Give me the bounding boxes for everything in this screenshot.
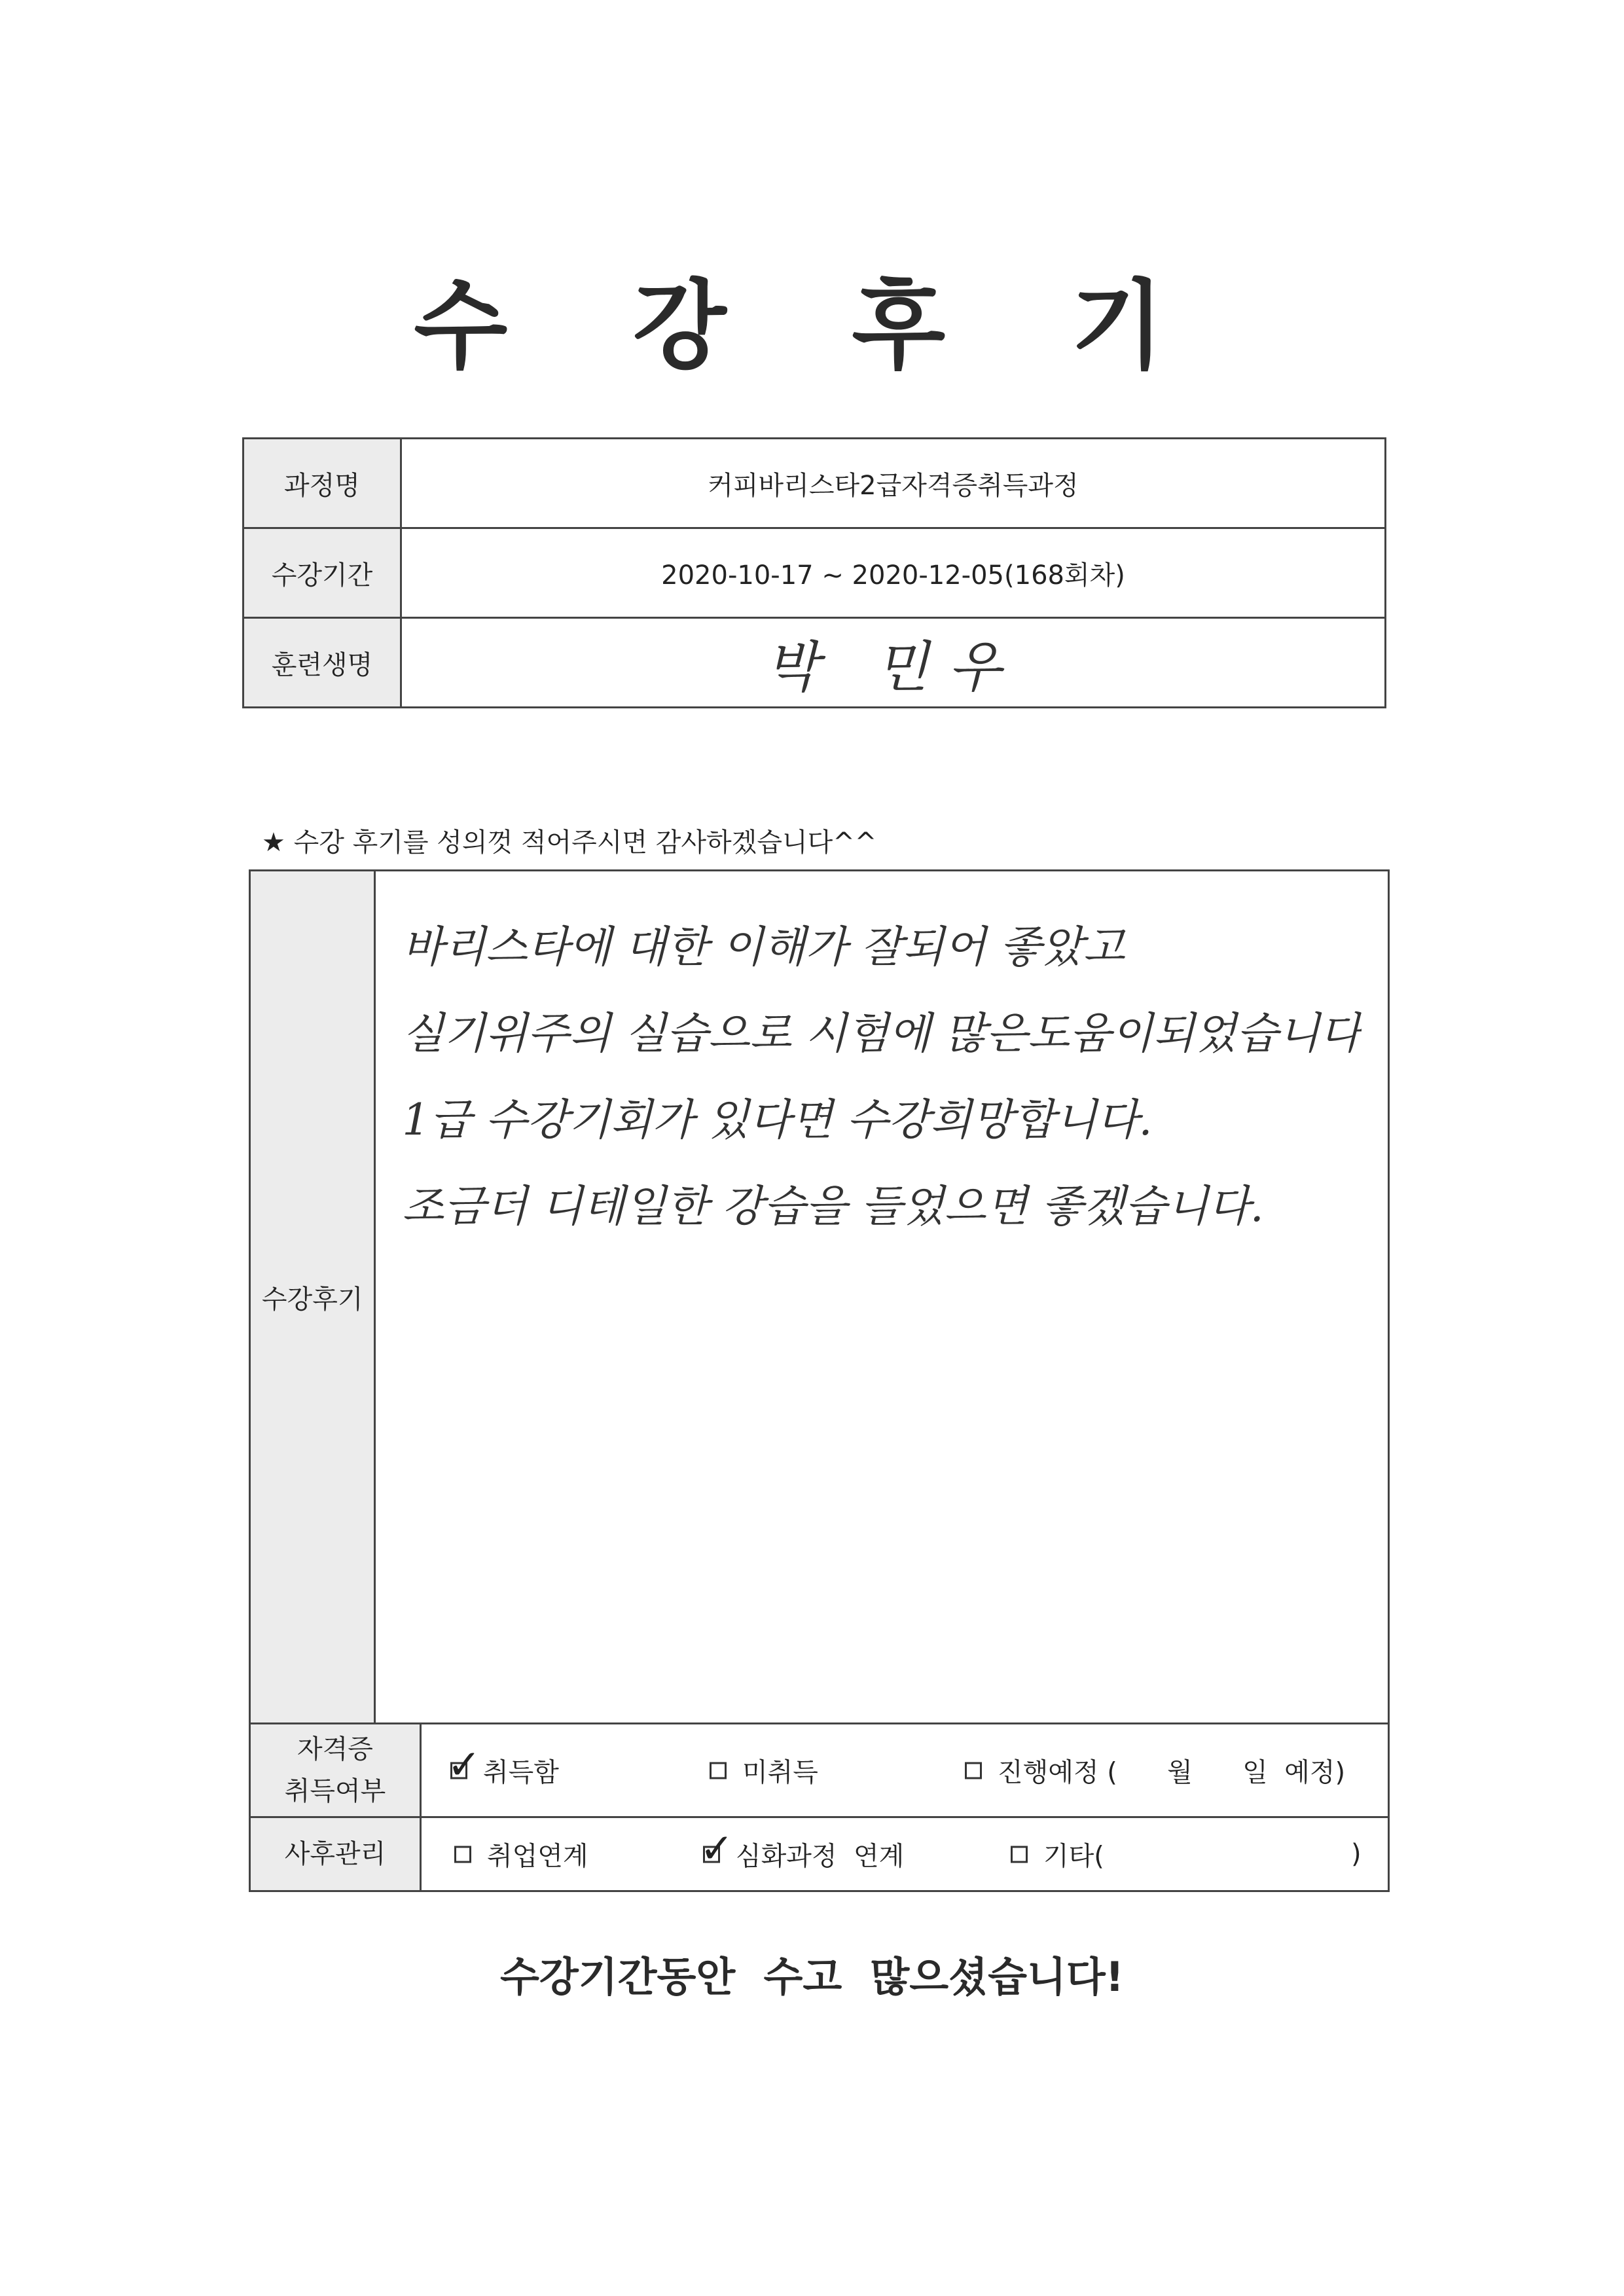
cert-row	[251, 1724, 1388, 1818]
closing-message: 수강기간동안 수고 많으셨습니다!	[499, 1953, 1125, 2001]
review-row	[251, 871, 1388, 1724]
checkbox[interactable]	[700, 1824, 734, 1872]
course-label: 과정명	[244, 439, 402, 527]
cert-label-line1: 자격증	[297, 1734, 373, 1764]
aftercare-option-advanced-label: 심화과정 연계	[736, 1841, 905, 1872]
aftercare-row	[251, 1818, 1388, 1890]
cert-option-not-obtained-label: 미취득	[742, 1757, 818, 1788]
course-row	[244, 439, 1384, 529]
checkbox[interactable]	[454, 1846, 471, 1863]
checkbox[interactable]	[710, 1762, 727, 1779]
aftercare-option-employment[interactable]	[454, 1836, 588, 1873]
aftercare-option-other[interactable]	[1011, 1836, 1104, 1873]
aftercare-other-close-paren: )	[1351, 1839, 1362, 1869]
aftercare-option-advanced[interactable]	[700, 1824, 905, 1873]
course-value: 커피바리스타2급자격증취득과정	[708, 470, 1079, 501]
page-title: 수 강 후 기	[414, 270, 1210, 382]
cert-option-scheduled[interactable]	[965, 1752, 1345, 1789]
checkbox[interactable]	[447, 1740, 481, 1788]
checkmark-icon: ✓	[700, 1824, 734, 1872]
checkbox[interactable]	[1011, 1846, 1028, 1863]
aftercare-option-other-close	[1351, 1839, 1362, 1869]
cert-option-obtained-label: 취득함	[483, 1757, 559, 1788]
trainee-label: 훈련생명	[244, 619, 402, 706]
review-line: 실기위주의 실습으로 시험에 많은도움이되었습니다	[402, 1008, 1362, 1059]
review-label: 수강후기	[251, 871, 376, 1722]
period-value: 2020-10-17 ~ 2020-12-05(168회차)	[661, 560, 1125, 591]
period-row	[244, 529, 1384, 619]
trainee-row	[244, 619, 1384, 706]
cert-option-scheduled-label: 진행예정 ( 월 일 예정)	[998, 1757, 1346, 1788]
aftercare-label: 사후관리	[251, 1818, 422, 1890]
review-line: 바리스타에 대한 이해가 잘되어 좋았고	[402, 922, 1125, 972]
cert-option-obtained[interactable]	[447, 1740, 559, 1789]
checkbox[interactable]	[965, 1762, 982, 1779]
checkmark-icon: ✓	[447, 1740, 481, 1788]
period-label: 수강기간	[244, 529, 402, 617]
course-info-table	[242, 437, 1386, 708]
instruction-note: ★ 수강 후기를 성의껏 적어주시면 감사하겠습니다^^	[262, 828, 877, 858]
cert-option-not-obtained[interactable]	[710, 1752, 818, 1789]
cert-label	[251, 1724, 422, 1816]
aftercare-option-other-label: 기타(	[1043, 1841, 1104, 1872]
aftercare-option-employment-label: 취업연계	[487, 1841, 588, 1872]
trainee-name-handwritten: 박 민우	[765, 634, 1021, 699]
review-line: 조금더 디테일한 강습을 들었으면 좋겠습니다.	[402, 1181, 1264, 1231]
cert-options	[422, 1724, 1388, 1816]
aftercare-options	[422, 1818, 1388, 1890]
review-line: 1급 수강기회가 있다면 수강희망합니다.	[402, 1095, 1153, 1145]
cert-label-line2: 취득여부	[284, 1776, 386, 1806]
review-text-area	[376, 871, 1388, 1722]
review-table	[249, 869, 1390, 1892]
